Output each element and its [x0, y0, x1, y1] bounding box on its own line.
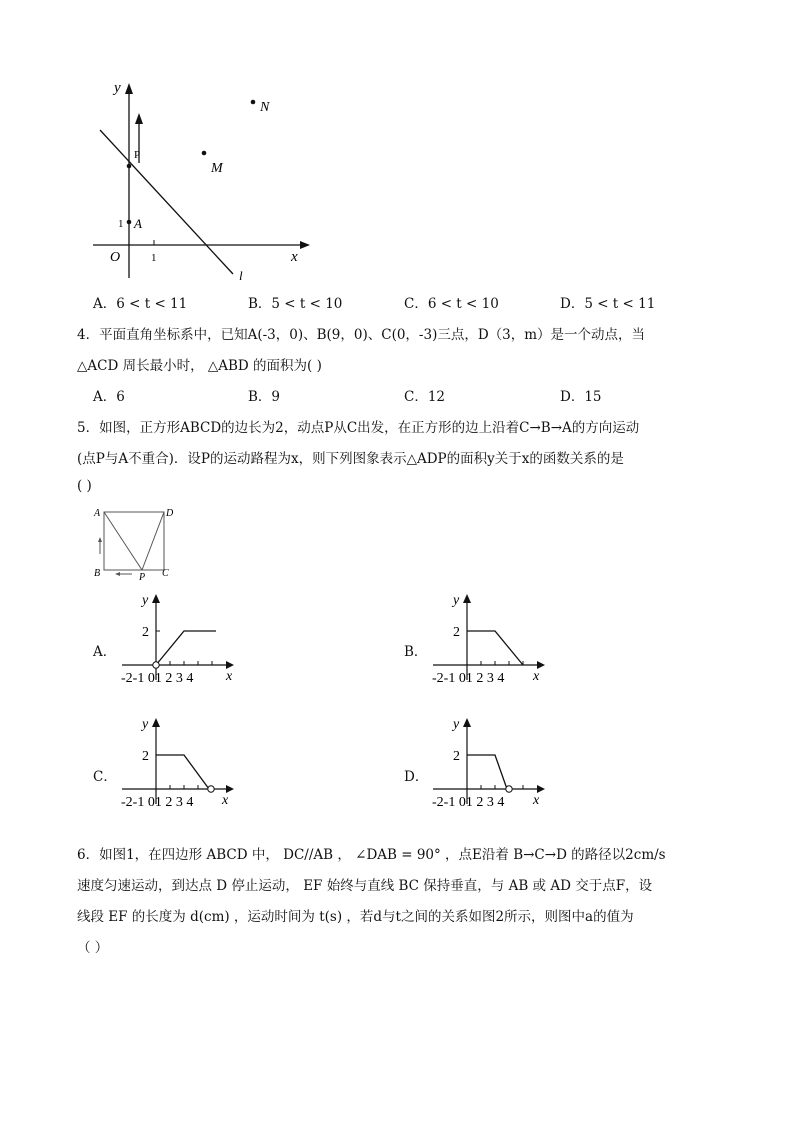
graph-c-function — [156, 755, 209, 789]
q4-option-c[interactable]: C．12 — [404, 389, 446, 405]
graph-a-function — [156, 631, 216, 665]
q4-option-a[interactable]: A．6 — [93, 389, 125, 405]
q5-option-a-label[interactable]: A． — [93, 644, 117, 660]
q3-p-arrow-head — [135, 113, 143, 124]
q3-label-n: N — [260, 100, 270, 115]
q4-option-b[interactable]: B．9 — [248, 389, 281, 405]
q3-point-a — [127, 220, 132, 225]
graph-b-y-tick: 2 — [453, 625, 460, 640]
graph-a-y-arrow — [152, 594, 160, 603]
q3-label-m: M — [211, 161, 223, 176]
q3-option-d[interactable]: D．5 < t < 11 — [560, 296, 656, 312]
graph-a-open-point — [153, 662, 159, 668]
q5-label-d: D — [166, 508, 174, 519]
graph-d-x-ticks: -2-1 01 2 3 4 — [432, 795, 505, 810]
q5-graph-c[interactable] — [112, 712, 247, 812]
q3-label-l: l — [239, 268, 243, 283]
q4-stem-line2: △ACD 周长最小时， △ABD 的面积为( ) — [77, 358, 322, 374]
q3-tick-y-label: 1 — [118, 218, 124, 230]
q3-point-n — [251, 100, 256, 105]
q3-label-p: P — [134, 149, 141, 161]
graph-b-x-label: x — [533, 669, 540, 684]
q3-origin-label: O — [110, 250, 121, 265]
graph-b-y-arrow — [463, 594, 471, 603]
q5-label-b: B — [94, 568, 101, 579]
graph-b-function — [467, 631, 523, 665]
graph-b-y-label: y — [453, 593, 460, 608]
q5-graph-d[interactable] — [423, 712, 558, 812]
q6-stem-line2: 速度匀速运动，到达点 D 停止运动， EF 始终与直线 BC 保持垂直，与 AB 或 AD 交于点F，设 — [77, 878, 653, 894]
graph-c-y-tick: 2 — [142, 749, 149, 764]
q5-square-figure — [90, 504, 180, 582]
q5-left-arrow-head — [115, 572, 120, 576]
graph-a-y-label: y — [142, 593, 149, 608]
q3-option-b[interactable]: B．5 < t < 10 — [248, 296, 343, 312]
q5-stem-line3: ( ) — [77, 478, 92, 494]
graph-d-open-point — [506, 786, 512, 792]
q5-graph-b[interactable] — [423, 588, 558, 688]
q5-label-c: C — [162, 568, 169, 579]
q3-option-c[interactable]: C．6 < t < 10 — [404, 296, 499, 312]
graph-b-x-arrow — [537, 661, 545, 669]
q6-stem-line4: （ ） — [77, 940, 109, 956]
q5-segment-ap — [104, 512, 142, 570]
q3-y-axis-arrow — [125, 83, 133, 94]
q3-coordinate-figure — [88, 78, 318, 288]
q5-segment-dp — [142, 512, 164, 570]
q3-x-label: x — [291, 249, 298, 265]
q5-label-a: A — [94, 508, 101, 519]
q5-stem-line1: 5．如图，正方形ABCD的边长为2，动点P从C出发，在正方形的边上沿着C→B→A的方向运动 — [77, 420, 640, 436]
q6-stem-line1: 6．如图1，在四边形 ABCD 中， DC//AB ， ∠DAB = 90° ，点E沿着 B→C→D 的路径以2cm/s — [77, 847, 666, 863]
graph-d-y-label: y — [453, 717, 460, 732]
graph-c-y-label: y — [142, 717, 149, 732]
graph-d-y-arrow — [463, 718, 471, 727]
graph-a-x-arrow — [226, 661, 234, 669]
q5-option-d-label[interactable]: D． — [404, 769, 429, 785]
q5-up-arrow-head — [98, 537, 102, 542]
q5-square — [104, 512, 164, 570]
graph-d-x-label: x — [533, 793, 540, 808]
graph-c-x-ticks: -2-1 01 2 3 4 — [121, 795, 194, 810]
q5-option-c-label[interactable]: C． — [93, 769, 117, 785]
q3-point-m — [202, 151, 207, 156]
q3-label-a: A — [134, 216, 142, 231]
graph-d-y-tick: 2 — [453, 749, 460, 764]
q3-point-p — [127, 164, 132, 169]
q3-tick-x-label: 1 — [151, 252, 157, 264]
graph-d-function — [467, 755, 507, 789]
graph-a-x-label: x — [226, 669, 233, 684]
q3-option-a[interactable]: A．6 < t < 11 — [93, 296, 188, 312]
q5-label-p: P — [139, 572, 146, 582]
graph-c-y-arrow — [152, 718, 160, 727]
graph-d-x-arrow — [537, 785, 545, 793]
graph-c-x-label: x — [222, 793, 229, 808]
q5-stem-line2: (点P与A不重合)．设P的运动路程为x，则下列图象表示△ADP的面积y关于x的函数关系的是 — [77, 451, 624, 467]
q5-option-b-label[interactable]: B． — [404, 644, 428, 660]
q3-x-axis-arrow — [300, 241, 310, 249]
graph-c-open-point — [208, 786, 214, 792]
q4-option-d[interactable]: D．15 — [560, 389, 602, 405]
graph-a-y-tick: 2 — [142, 625, 149, 640]
q6-stem-line3: 线段 EF 的长度为 d(cm) ，运动时间为 t(s) ，若d与t之间的关系如图2所示，则图中a的值为 — [77, 909, 634, 925]
graph-c-x-arrow — [226, 785, 234, 793]
q3-y-label: y — [114, 80, 121, 96]
graph-b-x-ticks: -2-1 01 2 3 4 — [432, 671, 505, 686]
graph-a-x-ticks: -2-1 01 2 3 4 — [121, 671, 194, 686]
q4-stem-line1: 4．平面直角坐标系中，已知A(-3，0)、B(9，0)、C(0，-3)三点，D（3，m）是一个动点，当 — [77, 327, 646, 343]
q5-graph-a[interactable] — [112, 588, 247, 688]
